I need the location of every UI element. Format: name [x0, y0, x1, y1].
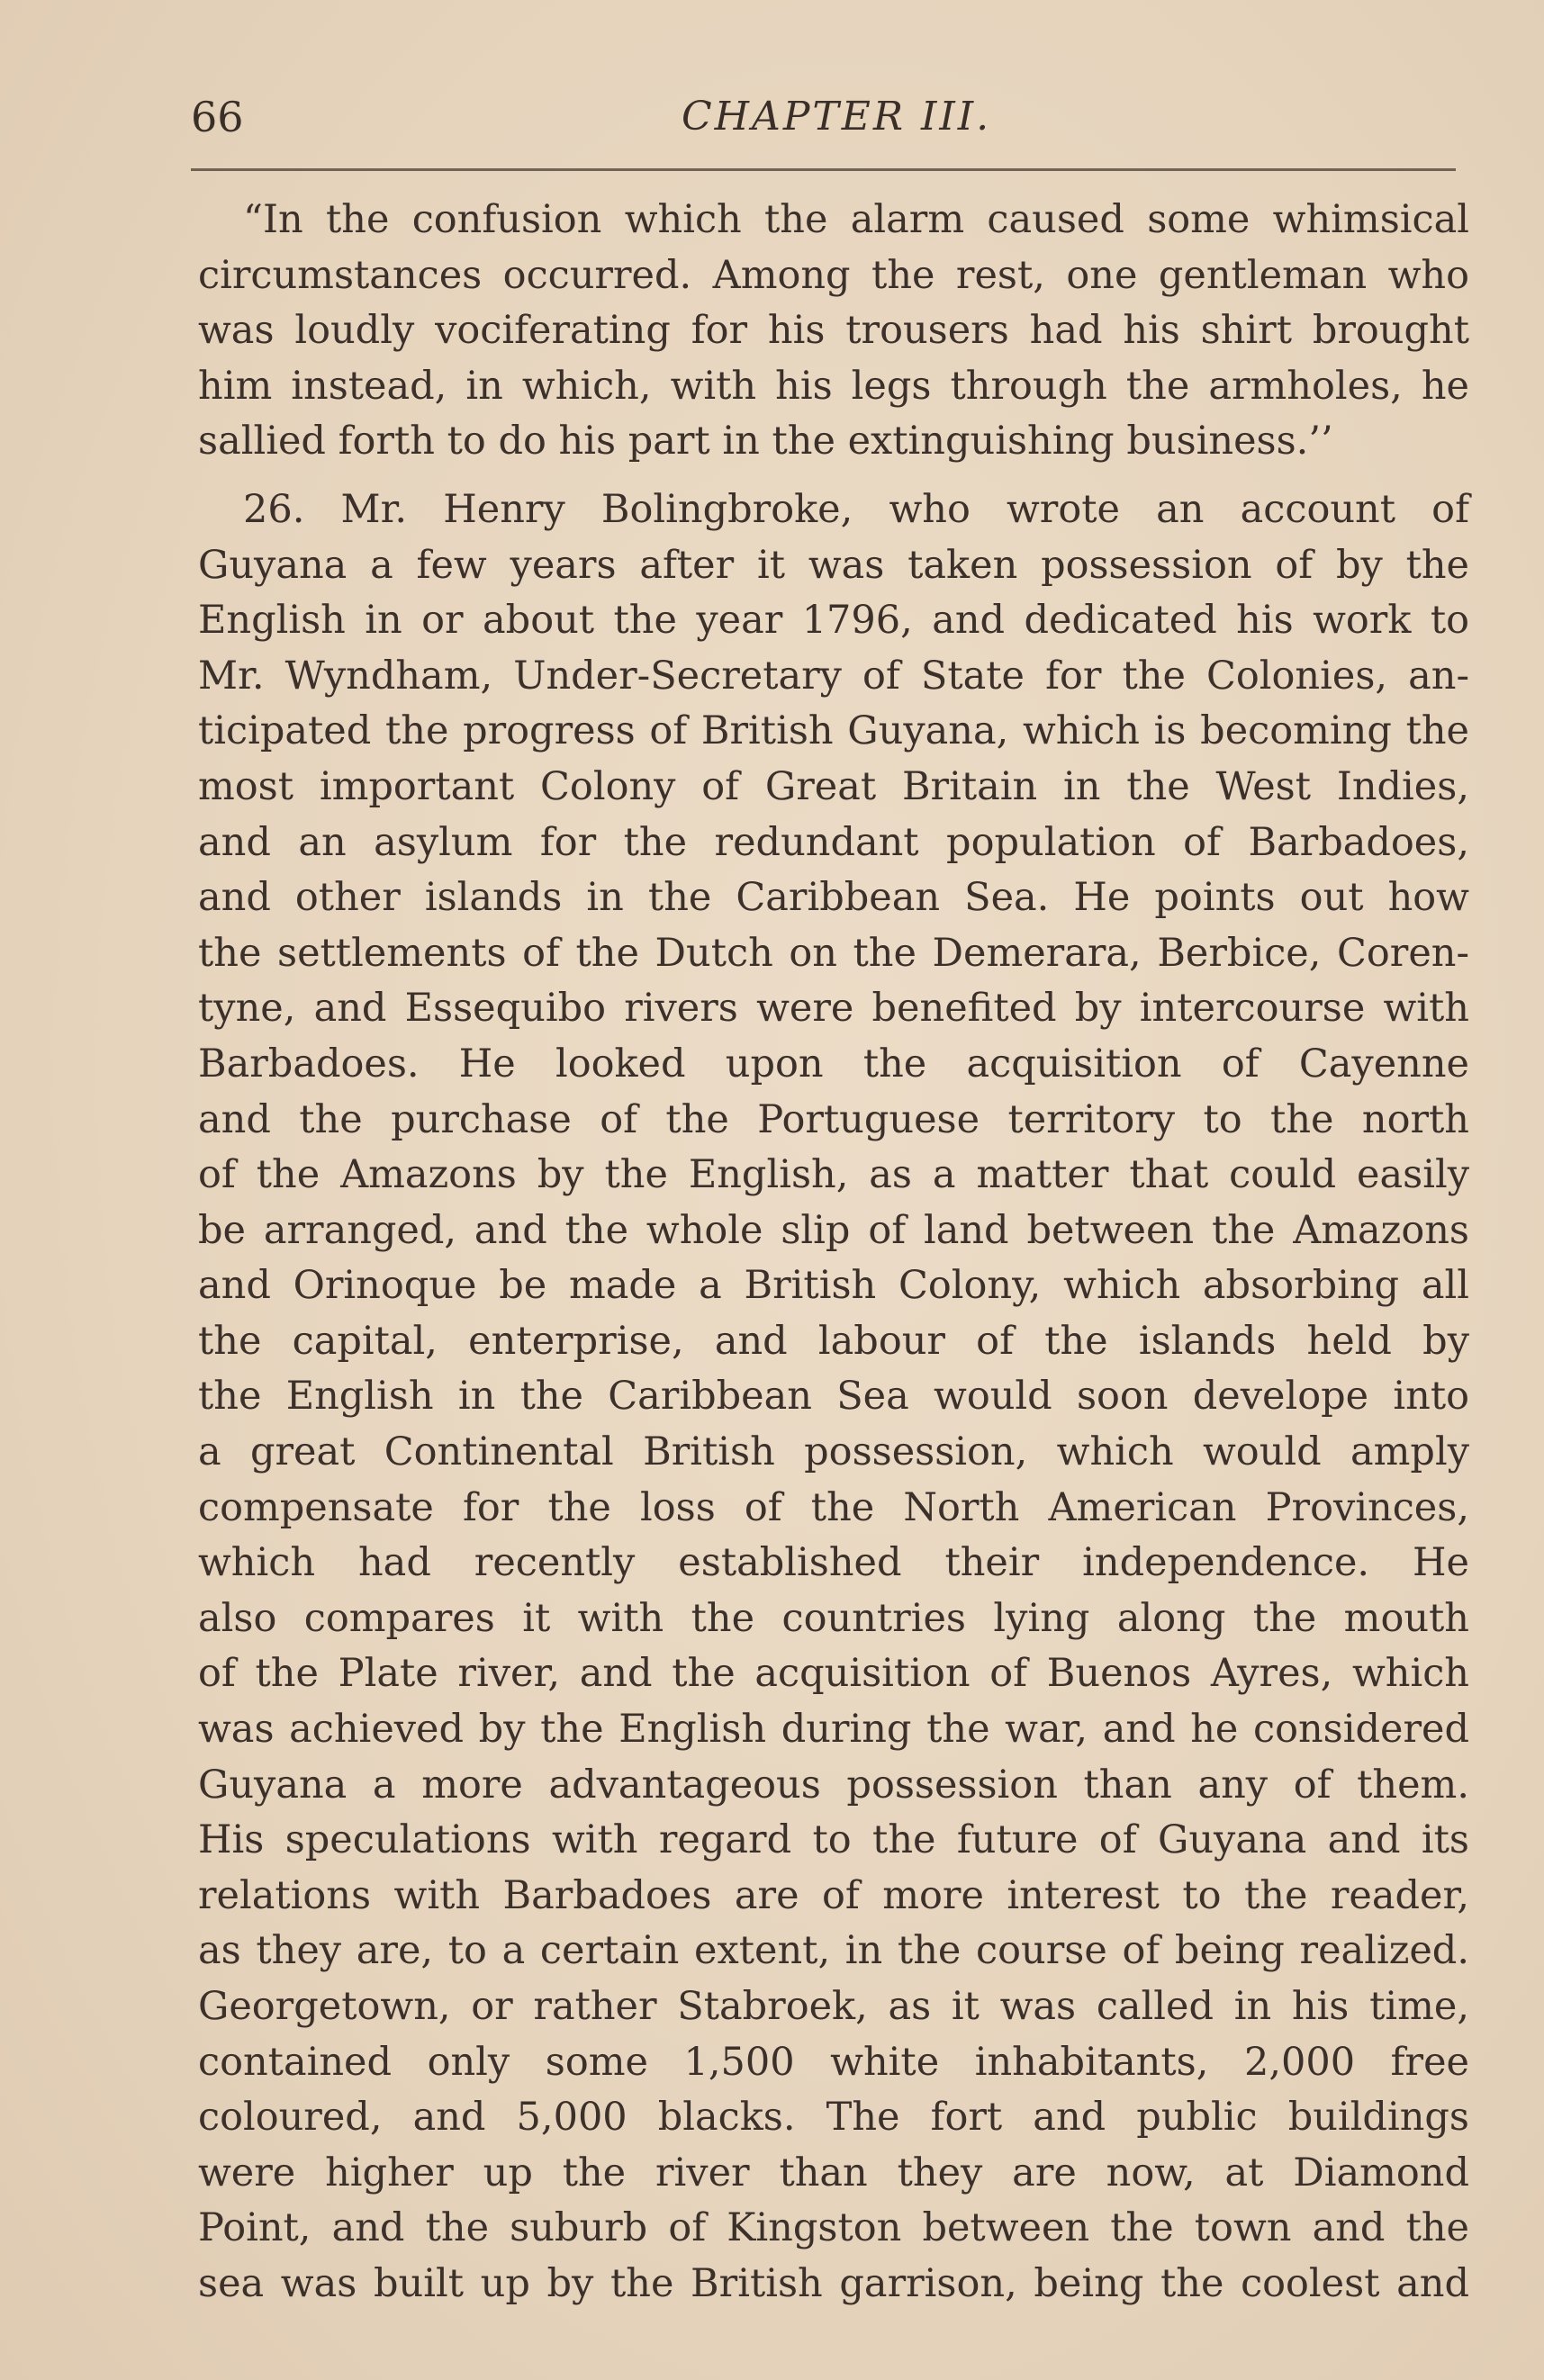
text-line: was loudly vociferating for his trousers had his shirt brought [198, 308, 1469, 354]
text-line: and the purchase of the Portuguese territory to the north [198, 1096, 1469, 1142]
text-line: be arranged, and the whole slip of land between the Amazons [198, 1207, 1469, 1253]
text-line: Guyana a few years after it was taken possession of by the [198, 542, 1469, 588]
text-line: tyne, and Essequibo rivers were benefited by intercourse with [198, 986, 1469, 1032]
text-line: the English in the Caribbean Sea would soon develope into [198, 1374, 1469, 1420]
text-line: and other islands in the Caribbean Sea. He points out how [198, 875, 1469, 921]
text-line: of the Plate river, and the acquisition of Buenos Ayres, which [198, 1651, 1469, 1697]
page-number: 66 [191, 93, 244, 141]
text-line: English in or about the year 1796, and dedicated his work to [198, 598, 1469, 644]
paragraph-26 [198, 482, 1469, 2312]
text-line: of the Amazons by the English, as a matter that could easily [198, 1152, 1469, 1198]
text-line: 26. Mr. Henry Bolingbroke, who wrote an account of [243, 486, 1469, 532]
text-line: coloured, and 5,000 blacks. The fort and public buildings [198, 2095, 1469, 2141]
text-line: sallied forth to do his part in the extinguishing business.’’ [198, 419, 1333, 464]
text-line: sea was built up by the British garrison, being the coolest and [198, 2260, 1469, 2306]
text-line: him instead, in which, with his legs through the armholes, he [198, 363, 1469, 409]
text-line: His speculations with regard to the future of Guyana and its [198, 1817, 1469, 1863]
text-line: compensate for the loss of the North American Provinces, [198, 1484, 1469, 1530]
text-line: also compares it with the countries lying along the mouth [198, 1595, 1469, 1641]
text-line: most important Colony of Great Britain in the West Indies, [198, 763, 1469, 809]
text-line: Barbadoes. He looked upon the acquisition of Cayenne [198, 1041, 1469, 1086]
running-head: CHAPTER III. [682, 94, 992, 140]
text-line: “In the confusion which the alarm caused some whimsical [243, 197, 1469, 242]
text-line: as they are, to a certain extent, in the course of being realized. [198, 1928, 1469, 1974]
body-text [198, 193, 1469, 2325]
text-line: Georgetown, or rather Stabroek, as it was called in his time, [198, 1984, 1469, 2029]
text-line: Mr. Wyndham, Under-Secretary of State for the Colonies, an- [198, 653, 1469, 699]
page-header [191, 90, 1451, 153]
text-line: a great Continental British possession, which would amply [198, 1429, 1469, 1475]
text-line: contained only some 1,500 white inhabitants, 2,000 free [198, 2039, 1469, 2085]
text-line: the capital, enterprise, and labour of the islands held by [198, 1318, 1469, 1364]
paragraph-quote [198, 193, 1469, 470]
text-line: Guyana a more advantageous possession than any of them. [198, 1762, 1469, 1808]
text-line: which had recently established their independence. He [198, 1540, 1469, 1586]
text-line: Point, and the suburb of Kingston between the town and the [198, 2205, 1469, 2251]
text-line: ticipated the progress of British Guyana, which is becoming the [198, 708, 1469, 754]
text-line: relations with Barbadoes are of more interest to the reader, [198, 1872, 1469, 1918]
header-rule [191, 168, 1456, 171]
text-line: circumstances occurred. Among the rest, one gentleman who [198, 252, 1469, 298]
text-line: and an asylum for the redundant population of Barbadoes, [198, 819, 1469, 865]
text-line: was achieved by the English during the war, and he considered [198, 1707, 1469, 1753]
text-line: were higher up the river than they are now, at Diamond [198, 2150, 1469, 2195]
text-line: and Orinoque be made a British Colony, which absorbing all [198, 1263, 1469, 1309]
text-line: the settlements of the Dutch on the Demerara, Berbice, Coren- [198, 930, 1469, 976]
